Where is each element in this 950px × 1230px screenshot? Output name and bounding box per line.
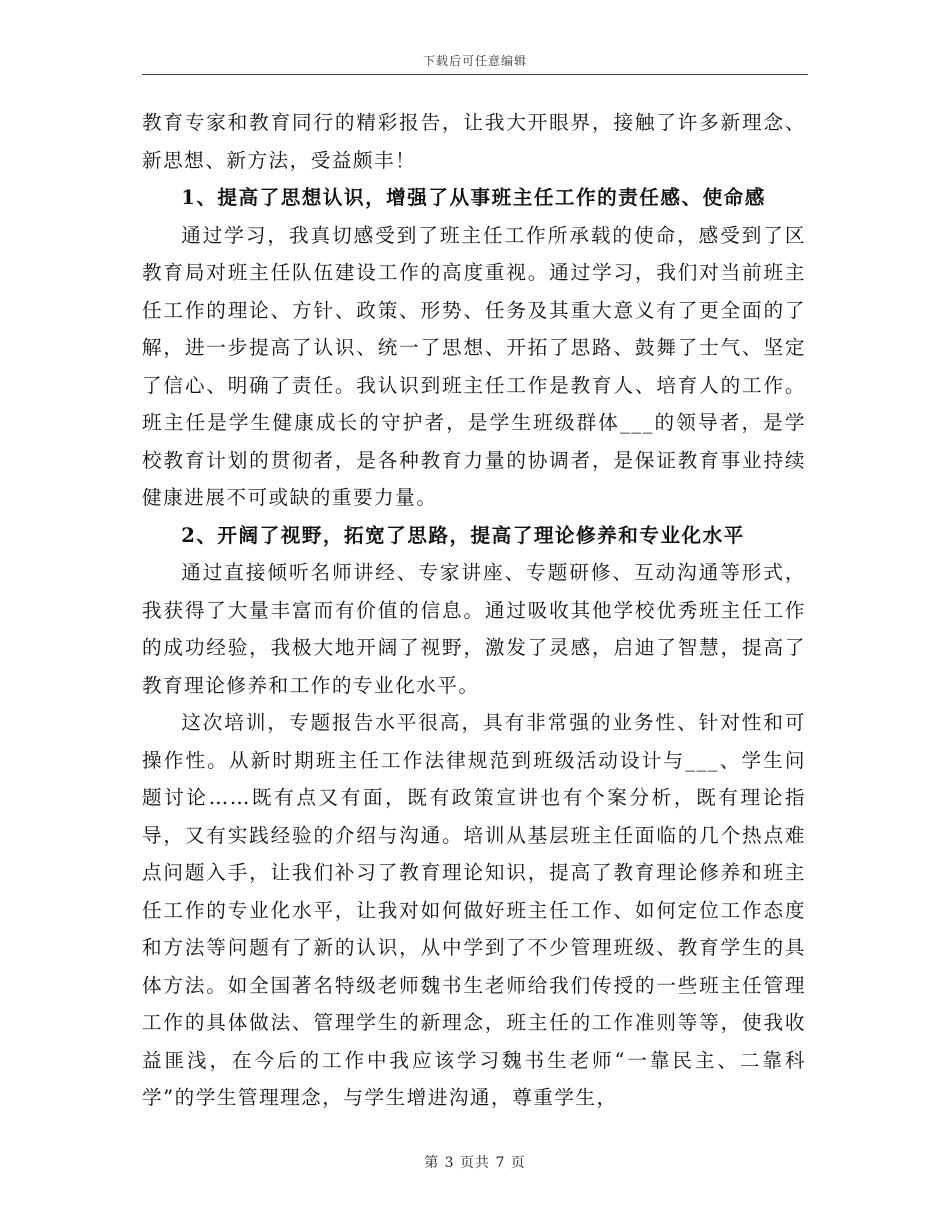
header-divider: [142, 74, 808, 75]
paragraph: 通过直接倾听名师讲经、专家讲座、专题研修、互动沟通等形式，我获得了大量丰富而有价值的信息。通过吸收其他学校优秀班主任工作的成功经验，我极大地开阔了视野，激发了灵感，启迪了智慧，提高了教育理论修养和工作的专业化水平。: [142, 561, 806, 697]
page-number: 第 3 页共 7 页: [424, 1155, 526, 1171]
section-heading-1: 1、提高了思想认识，增强了从事班主任工作的责任感、使命感: [181, 186, 766, 209]
paragraph: 这次培训，专题报告水平很高，具有非常强的业务性、针对性和可操作性。从新时期班主任工作法律规范到班级活动设计与___、学生问题讨论……既有点又有面，既有政策宣讲也有个案分析，既有理论指导，又有实践经验的介绍与沟通。培训从基层班主任面临的几个热点难点问题入手，让我们补习了教育理论知识，提高了教育理论修养和班主任工作的专业化水平，让我对如何做好班主任工作、如何定位工作态度和方法等问题有了新的认识，从中学到了不少管理班级、教育学生的具体方法。如全国著名特级老师魏书生老师给我们传授的一些班主任管理工作的具体做法、管理学生的新理念，班主任的工作准则等等，使我收益匪浅，在今后的工作中我应该学习魏书生老师“一靠民主、二靠科学”的学生管理理念，与学生增进沟通，尊重学生，: [142, 711, 806, 1109]
paragraph-continuation: 教育专家和教育同行的精彩报告，让我大开眼界，接触了许多新理念、新思想、新方法，受益颇丰！: [142, 111, 806, 172]
page-header: 下载后可任意编辑: [422, 54, 527, 68]
paragraph: 通过学习，我真切感受到了班主任工作所承载的使命，感受到了区教育局对班主任队伍建设工作的高度重视。通过学习，我们对当前班主任工作的理论、方针、政策、形势、任务及其重大意义有了更全面的了解，进一步提高了认识、统一了思想、开拓了思路、鼓舞了士气、坚定了信心、明确了责任。我认识到班主任工作是教育人、培育人的工作。班主任是学生健康成长的守护者，是学生班级群体___的领导者，是学校教育计划的贯彻者，是各种教育力量的协调者，是保证教育事业持续健康进展不可或缺的重要力量。: [142, 223, 806, 509]
document-body: [142, 104, 806, 1117]
section-heading-2: 2、开阔了视野，拓宽了思路，提高了理论修养和专业化水平: [181, 523, 745, 547]
